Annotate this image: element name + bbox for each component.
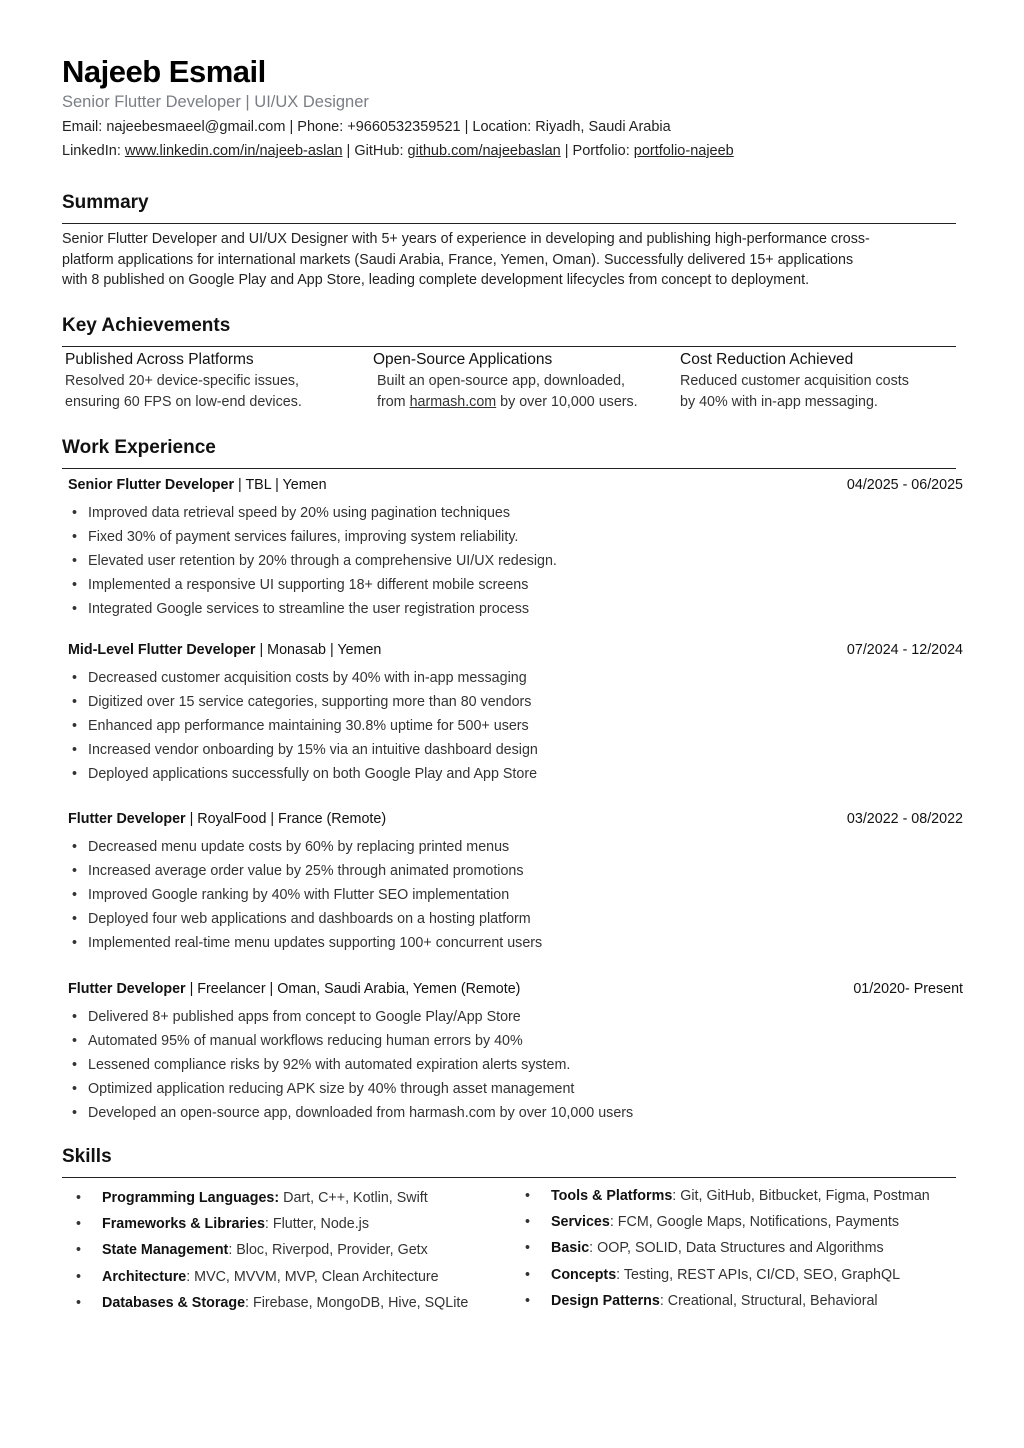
list-item: • Delivered 8+ published apps from concept to Google Play/App Store <box>68 1007 963 1031</box>
achievement-text: Built an open-source app, downloaded, <box>377 373 625 389</box>
achievement-text: Resolved 20+ device-specific issues, <box>65 373 300 389</box>
list-item: • Improved Google ranking by 40% with Flutter SEO implementation <box>68 885 963 909</box>
job-dates: 03/2022 - 08/2022 <box>846 811 963 827</box>
list-item: • Improved data retrieval speed by 20% using pagination techniques <box>68 503 963 527</box>
skill-value: : Testing, REST APIs, CI/CD, SEO, GraphQL <box>616 1266 901 1283</box>
skill-item <box>76 1214 516 1240</box>
job-header <box>68 979 963 1003</box>
job-title-line <box>68 475 327 499</box>
job-bullets <box>68 503 963 623</box>
skill-value: : OOP, SOLID, Data Structures and Algorithms <box>589 1240 884 1257</box>
bullet-icon: • <box>76 1268 82 1285</box>
linkedin-link[interactable]: www.linkedin.com/in/najeeb-aslan <box>124 143 343 159</box>
list-item: • Optimized application reducing APK size by 40% through asset management <box>68 1079 963 1103</box>
skill-value: : Flutter, Node.js <box>264 1216 369 1233</box>
job-role: Senior Flutter Developer <box>68 477 235 493</box>
skill-value: : Firebase, MongoDB, Hive, SQLite <box>245 1294 469 1311</box>
job-details: | Freelancer | Oman, Saudi Arabia, Yemen (Remote) <box>185 981 521 997</box>
summary-line: Senior Flutter Developer and UI/UX Designer with 5+ years of experience in developing and publishing high-performance cross- <box>62 231 870 247</box>
job-header <box>68 640 963 664</box>
text: from <box>377 394 410 410</box>
list-item: • Digitized over 15 service categories, supporting more than 80 vendors <box>68 692 963 716</box>
divider <box>62 1177 956 1178</box>
bullet-icon: • <box>76 1190 82 1206</box>
list-item: • Implemented real-time menu updates supporting 100+ concurrent users <box>68 933 963 957</box>
job-dates: 04/2025 - 06/2025 <box>846 477 963 493</box>
job-title-line <box>68 640 381 664</box>
achievement-title: Open-Source Applications <box>373 351 553 368</box>
achievement-title: Published Across Platforms <box>65 351 254 368</box>
summary-heading: Summary <box>62 192 149 213</box>
skill-item <box>525 1291 975 1317</box>
skill-label: Programming Languages: <box>102 1190 280 1206</box>
contact-info: Email: najeebesmaeel@gmail.com | Phone: +9660532359521 | Location: Riyadh, Saudi Arabia <box>62 119 671 135</box>
candidate-name: Najeeb Esmail <box>62 54 266 89</box>
bullet-icon: • <box>76 1294 82 1311</box>
skills-left-column <box>76 1188 516 1319</box>
skill-label: Frameworks & Libraries <box>102 1216 265 1233</box>
list-item: • Enhanced app performance maintaining 30.8% uptime for 500+ users <box>68 716 963 740</box>
list-item: • Implemented a responsive UI supporting 18+ different mobile screens <box>68 575 963 599</box>
skill-label: State Management <box>102 1242 229 1259</box>
list-item: • Fixed 30% of payment services failures, improving system reliability. <box>68 527 963 551</box>
achievement-text: Reduced customer acquisition costs <box>680 373 909 389</box>
job-details: | Monasab | Yemen <box>255 642 382 658</box>
achievement-item <box>65 349 302 413</box>
skill-item <box>76 1188 516 1214</box>
skill-value: : FCM, Google Maps, Notifications, Payments <box>609 1214 900 1231</box>
list-item: • Elevated user retention by 20% through a comprehensive UI/UX redesign. <box>68 551 963 575</box>
list-item: • Decreased customer acquisition costs by 40% with in-app messaging <box>68 668 963 692</box>
job-entry <box>68 979 963 1127</box>
skill-value: Dart, C++, Kotlin, Swift <box>279 1190 428 1206</box>
bullet-icon: • <box>525 1292 531 1309</box>
summary-line: platform applications for international markets (Saudi Arabia, France, Yemen, Oman). Successfully delivered 15+ applications <box>62 251 854 268</box>
summary-line: with 8 published on Google Play and App Store, leading complete development lifecycles from concept to deployment. <box>62 272 810 289</box>
job-title: Senior Flutter Developer | UI/UX Designer <box>62 93 369 111</box>
skill-label: Basic <box>551 1240 590 1257</box>
summary-text <box>62 229 962 291</box>
skill-item <box>525 1186 975 1212</box>
list-item: • Deployed four web applications and dashboards on a hosting platform <box>68 909 963 933</box>
skill-label: Databases & Storage <box>102 1294 246 1311</box>
skill-label: Concepts <box>551 1266 617 1283</box>
skill-item <box>525 1212 975 1238</box>
bullet-icon: • <box>525 1214 531 1231</box>
skill-item <box>76 1240 516 1266</box>
divider <box>62 346 956 347</box>
harmash-link[interactable]: harmash.com <box>409 394 497 410</box>
job-bullets <box>68 668 963 788</box>
achievement-item <box>373 349 638 413</box>
skill-item <box>525 1265 975 1291</box>
list-item: • Developed an open-source app, downloaded from harmash.com by over 10,000 users <box>68 1103 963 1127</box>
list-item: • Deployed applications successfully on both Google Play and App Store <box>68 764 963 788</box>
list-item: • Lessened compliance risks by 92% with automated expiration alerts system. <box>68 1055 963 1079</box>
job-details: | RoyalFood | France (Remote) <box>185 811 387 827</box>
portfolio-label: | Portfolio: <box>560 143 634 159</box>
skill-value: : Git, GitHub, Bitbucket, Figma, Postman <box>672 1188 930 1204</box>
skills-right-column <box>525 1186 975 1317</box>
bullet-icon: • <box>525 1188 531 1204</box>
bullet-icon: • <box>525 1240 531 1257</box>
skill-item <box>76 1293 516 1319</box>
linkedin-label: LinkedIn: <box>62 143 125 159</box>
achievement-text: ensuring 60 FPS on low-end devices. <box>65 394 302 410</box>
divider <box>62 468 956 469</box>
skill-label: Architecture <box>102 1268 187 1285</box>
skill-label: Design Patterns <box>551 1292 660 1309</box>
list-item: • Increased average order value by 25% through animated promotions <box>68 861 963 885</box>
job-entry <box>68 809 963 957</box>
list-item: • Automated 95% of manual workflows reducing human errors by 40% <box>68 1031 963 1055</box>
experience-heading: Work Experience <box>62 437 216 458</box>
job-role: Flutter Developer <box>68 981 186 997</box>
job-entry <box>68 475 963 623</box>
job-entry <box>68 640 963 788</box>
job-bullets <box>68 837 963 957</box>
divider <box>62 223 956 224</box>
job-title-line <box>68 809 386 833</box>
portfolio-link[interactable]: portfolio-najeeb <box>633 143 734 159</box>
job-dates: 07/2024 - 12/2024 <box>846 642 963 658</box>
job-role: Mid-Level Flutter Developer <box>68 642 256 658</box>
achievement-title: Cost Reduction Achieved <box>680 351 854 368</box>
skills-heading: Skills <box>62 1146 112 1167</box>
skill-value: : Bloc, Riverpod, Provider, Getx <box>228 1242 428 1259</box>
skill-label: Services <box>551 1214 610 1231</box>
job-bullets <box>68 1007 963 1127</box>
bullet-icon: • <box>525 1266 531 1283</box>
skill-value: : MVC, MVVM, MVP, Clean Architecture <box>186 1268 439 1285</box>
skill-item <box>525 1238 975 1264</box>
list-item: • Increased vendor onboarding by 15% via an intuitive dashboard design <box>68 740 963 764</box>
skill-item <box>76 1267 516 1293</box>
job-title-line <box>68 979 520 1003</box>
github-link[interactable]: github.com/najeebaslan <box>407 143 561 159</box>
achievement-text <box>373 392 638 413</box>
bullet-icon: • <box>76 1216 82 1233</box>
job-dates: 01/2020- Present <box>853 981 963 997</box>
skill-value: : Creational, Structural, Behavioral <box>659 1292 878 1309</box>
links-line <box>62 143 734 159</box>
github-label: | GitHub: <box>342 143 408 159</box>
job-header <box>68 475 963 499</box>
text: by over 10,000 users. <box>496 394 638 410</box>
bullet-icon: • <box>76 1242 82 1259</box>
list-item: • Integrated Google services to streamline the user registration process <box>68 599 963 623</box>
list-item: • Decreased menu update costs by 60% by replacing printed menus <box>68 837 963 861</box>
job-header <box>68 809 963 833</box>
job-role: Flutter Developer <box>68 811 186 827</box>
achievement-item <box>680 349 909 413</box>
achievements-heading: Key Achievements <box>62 315 231 336</box>
skill-label: Tools & Platforms <box>551 1188 673 1204</box>
achievement-text: by 40% with in-app messaging. <box>680 394 878 410</box>
job-details: | TBL | Yemen <box>234 477 327 493</box>
